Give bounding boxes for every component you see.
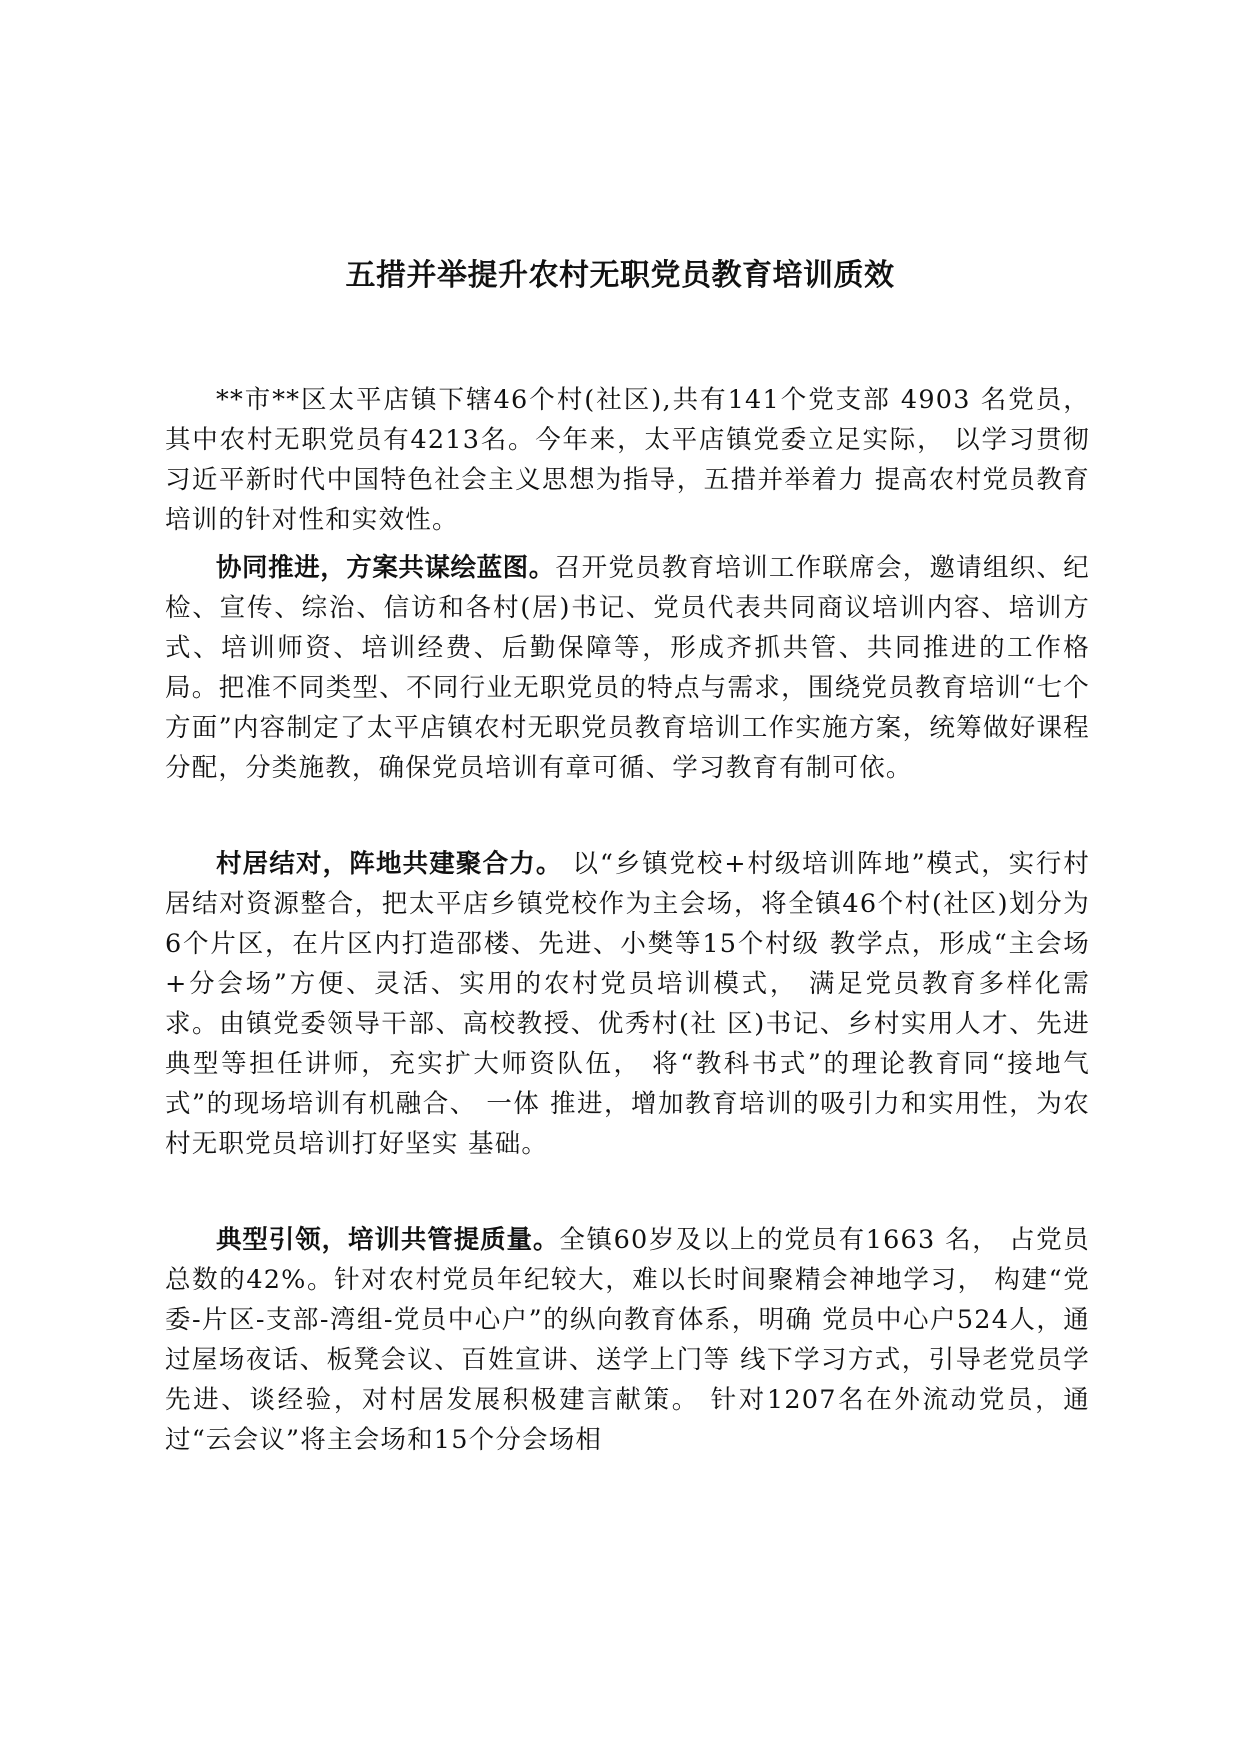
- paragraph-lead: 典型引领，培训共管提质量。: [216, 1225, 560, 1255]
- paragraph-measure-3: [165, 1220, 1090, 1460]
- paragraph-intro: [165, 380, 1090, 540]
- paragraph-text: 全镇60岁及以上的党员有1663 名， 占党员总数的42%。针对农村党员年纪较大，难以长时间聚精会神地学习， 构建“党委-片区-支部-湾组-党员中心户”的纵向教育体系，明确 党员中心户524人，通过屋场夜话、板凳会议、百姓宣讲、送学上门等 线下学习方式，引导老党员学先进、谈经验，对村居发展积极建言献策。 针对1207名在外流动党员，通过“云会议”将主会场和15个分会场相: [165, 1225, 1090, 1455]
- paragraph-lead: 村居结对，阵地共建聚合力。: [216, 849, 563, 879]
- paragraph-measure-1: [165, 548, 1090, 788]
- paragraph-text: 以“乡镇党校+村级培训阵地”模式，实行村居结对资源整合，把太平店乡镇党校作为主会场，将全镇46个村(社区)划分为6个片区，在片区内打造邵楼、先进、小樊等15个村级 教学点，形成“主会场+分会场”方便、灵活、实用的农村党员培训模式， 满足党员教育多样化需求。由镇党委领导干部、高校教授、优秀村(社 区)书记、乡村实用人才、先进典型等担任讲师，充实扩大师资队伍， 将“教科书式”的理论教育同“接地气式”的现场培训有机融合、 一体 推进，增加教育培训的吸引力和实用性，为农村无职党员培训打好坚实 基础。: [165, 849, 1090, 1159]
- document-title: 五措并举提升农村无职党员教育培训质效: [345, 258, 895, 293]
- paragraph-text: 召开党员教育培训工作联席会，邀请组织、纪检、宣传、综治、信访和各村(居)书记、党员代表共同商议培训内容、培训方式、培训师资、培训经费、后勤保障等，形成齐抓共管、共同推进的工作格局。把准不同类型、不同行业无职党员的特点与需求，围绕党员教育培训“七个方面”内容制定了太平店镇农村无职党员教育培训工作实施方案，统筹做好课程分配，分类施教，确保党员培训有章可循、学习教育有制可依。: [165, 553, 1090, 783]
- paragraph-lead: 协同推进，方案共谋绘蓝图。: [216, 553, 555, 583]
- paragraph-measure-2: [165, 844, 1090, 1164]
- paragraph-text: **市**区太平店镇下辖46个村(社区),共有141个党支部 4903 名党员，其中农村无职党员有4213名。今年来，太平店镇党委立足实际， 以学习贯彻习近平新时代中国特色社会主义思想为指导，五措并举着力 提高农村党员教育培训的针对性和实效性。: [165, 385, 1090, 535]
